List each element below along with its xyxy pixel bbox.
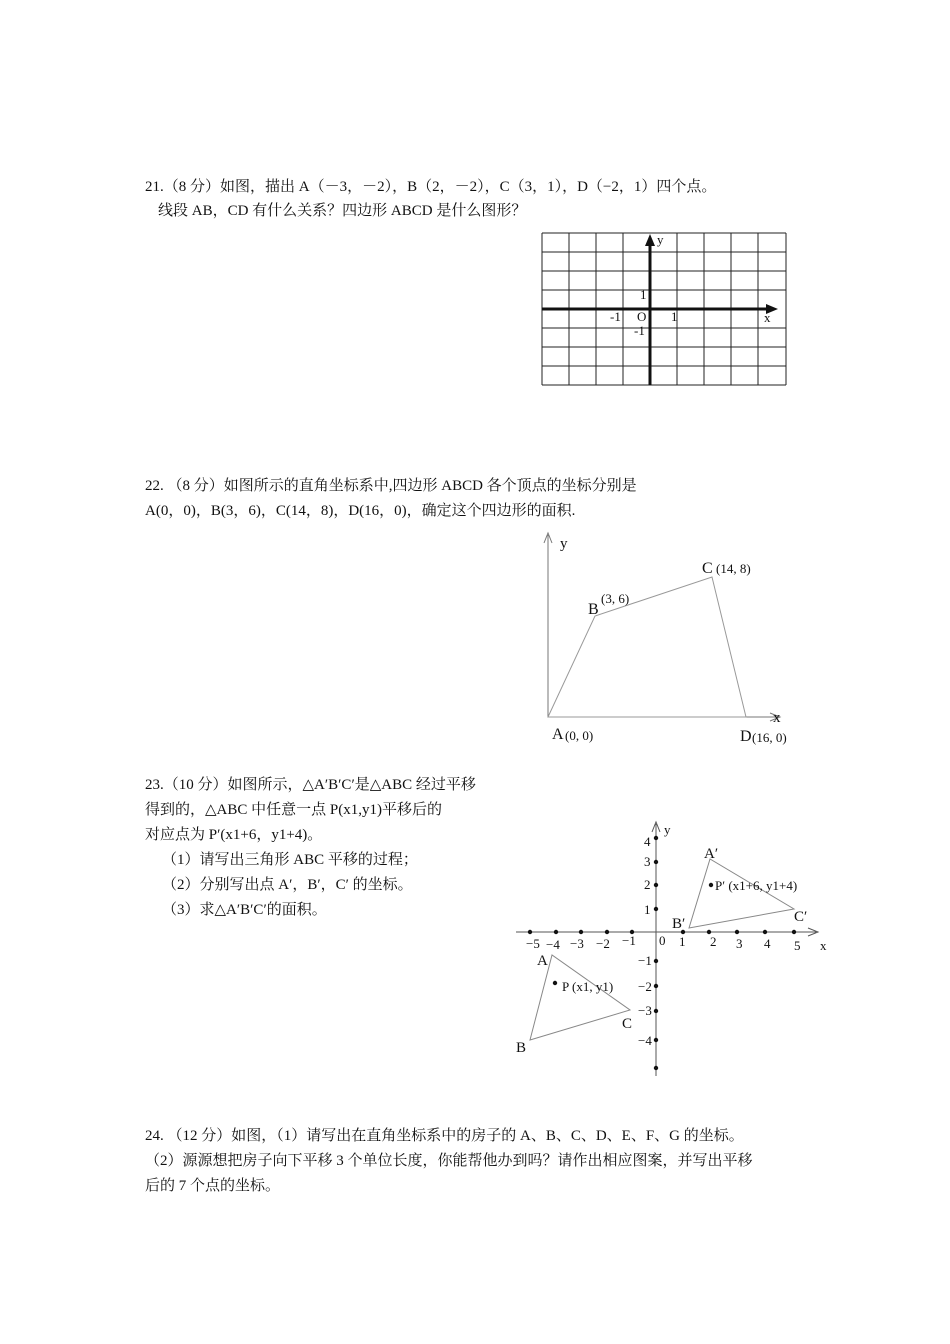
q23-x-label: x	[820, 938, 827, 953]
q21-tick-y-neg: -1	[634, 323, 645, 338]
q22-quadrilateral-figure	[530, 525, 800, 750]
q23-item-2: （2）分别写出点 A′，B′，C′ 的坐标。	[162, 877, 413, 893]
q23-x-tick: 3	[736, 936, 743, 951]
q21-x-label: x	[764, 310, 771, 325]
q22-line1: 22. （8 分）如图所示的直角坐标系中,四边形 ABCD 各个顶点的坐标分别是	[145, 478, 637, 494]
q21-line1: 21.（8 分）如图，描出 A（－3，－2），B（2，－2），C（3，1），D（−2，1）四个点。	[145, 179, 717, 195]
q23-x-tick: −3	[570, 936, 584, 951]
q23-point-c-prime-label: C′	[794, 909, 808, 925]
q23-x-dot	[605, 930, 609, 934]
q22-point-b-coord: (3, 6)	[601, 591, 630, 606]
q23-y-tick: 3	[644, 854, 651, 869]
q23-item-3: （3）求△A′B′C′的面积。	[162, 902, 327, 918]
q23-y-tick: 1	[644, 902, 651, 917]
q23-x-tick: −4	[546, 937, 560, 952]
q23-x-dot	[579, 930, 583, 934]
q21-tick-x-pos: 1	[671, 309, 678, 324]
q22-point-a-name: A	[552, 726, 564, 743]
q23-y-tick: 2	[644, 877, 651, 892]
q23-point-p-prime-dot	[709, 883, 713, 887]
q22-point-b-name: B	[588, 601, 599, 618]
q23-item-1: （1）请写出三角形 ABC 平移的过程；	[162, 852, 418, 868]
q21-origin-label: O	[637, 309, 647, 324]
q21-tick-x-neg: -1	[610, 309, 621, 324]
q23-line1: 23.（10 分）如图所示，△A′B′C′是△ABC 经过平移	[145, 777, 476, 793]
q23-line3: 对应点为 P′(x1+6，y1+4)。	[145, 827, 323, 843]
q23-y-dot	[654, 959, 658, 963]
q23-x-tick: −1	[622, 933, 636, 948]
q21-tick-y-pos: 1	[640, 287, 647, 302]
q22-point-c-coord: (14, 8)	[716, 561, 751, 576]
q23-line2: 得到的，△ABC 中任意一点 P(x1,y1)平移后的	[145, 802, 442, 818]
q23-x-tick: −2	[596, 936, 610, 951]
q23-point-a-label: A	[537, 953, 548, 969]
q23-point-p-dot	[553, 981, 557, 985]
q23-x-tick: 4	[764, 936, 771, 951]
q22-point-d-name: D	[740, 728, 752, 745]
q23-y-tick: −3	[638, 1003, 652, 1018]
q21-y-label: y	[657, 232, 664, 247]
q23-y-tick: 4	[644, 834, 651, 849]
q23-x-tick: 2	[710, 934, 717, 949]
q23-y-dot	[654, 1066, 658, 1070]
q22-line2: A(0，0)，B(3，6)，C(14，8)，D(16，0)，确定这个四边形的面积.	[145, 503, 576, 519]
q22-y-label: y	[560, 536, 568, 552]
q23-point-b-label: B	[516, 1040, 527, 1056]
q23-y-dot	[654, 1009, 658, 1013]
q23-translation-figure	[508, 818, 838, 1078]
q23-y-tick: −1	[638, 953, 652, 968]
q23-x-dot	[528, 930, 532, 934]
q23-y-dot	[654, 907, 658, 911]
q23-y-dot	[654, 860, 658, 864]
q22-point-c-name: C	[702, 560, 713, 577]
q22-quadrilateral	[548, 577, 746, 717]
q23-x-dot	[763, 930, 767, 934]
q23-point-b-prime-label: B′	[672, 916, 686, 932]
q22-point-a-coord: (0, 0)	[565, 728, 594, 743]
q23-x-tick: 1	[679, 934, 686, 949]
q22-x-label: x	[773, 710, 781, 726]
q23-point-p-label: P (x1, y1)	[562, 979, 614, 994]
q23-y-dot	[654, 1038, 658, 1042]
q23-point-p-prime-label: P′ (x1+6, y1+4)	[715, 878, 798, 893]
q23-x-tick: 5	[794, 938, 801, 953]
q23-y-dot	[654, 836, 658, 840]
q24-line1: 24. （12 分）如图，（1）请写出在直角坐标系中的房子的 A、B、C、D、E、F、G 的坐标。	[145, 1128, 744, 1144]
q21-grid-figure	[538, 228, 790, 390]
q23-y-tick: −2	[638, 979, 652, 994]
q23-triangle-a-prime-b-prime-c-prime	[689, 859, 794, 928]
q21-line2: 线段 AB，CD 有什么关系？四边形 ABCD 是什么图形？	[158, 203, 527, 219]
q21-y-arrow	[645, 234, 655, 246]
q23-x-tick: −5	[526, 936, 540, 951]
q23-point-a-prime-label: A′	[704, 846, 719, 862]
q23-x-dot	[735, 930, 739, 934]
q23-point-c-label: C	[622, 1016, 633, 1032]
q23-x-dot	[554, 930, 558, 934]
q24-line2: （2）源源想把房子向下平移 3 个单位长度，你能帮他办到吗？请作出相应图案，并写出平移	[145, 1153, 753, 1169]
q23-x-dot	[792, 930, 796, 934]
q23-y-tick: −4	[638, 1033, 652, 1048]
q23-origin-label: 0	[659, 933, 666, 948]
q23-y-label: y	[664, 822, 671, 837]
q24-line3: 后的 7 个点的坐标。	[145, 1178, 281, 1194]
q23-y-dot	[654, 984, 658, 988]
q23-y-dot	[654, 883, 658, 887]
q22-point-d-coord: (16, 0)	[752, 730, 787, 745]
